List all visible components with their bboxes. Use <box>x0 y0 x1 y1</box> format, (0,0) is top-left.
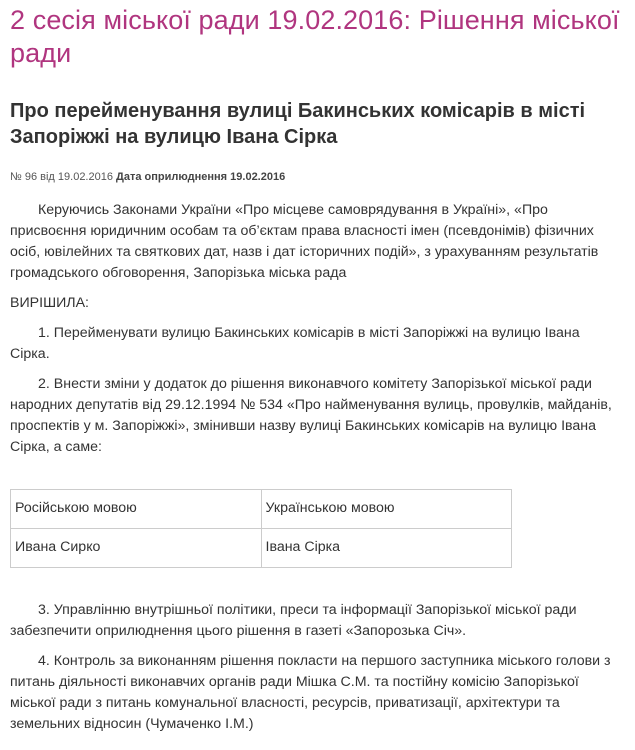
document-body <box>10 200 623 735</box>
section-title: 2 сесія міської ради 19.02.2016: Рішення міської ради <box>10 5 620 68</box>
document-meta <box>10 170 623 184</box>
street-names-table <box>10 489 512 568</box>
item-4-paragraph: 4. Контроль за виконанням рішення покласти на першого заступника міського голови з питань діяльності виконавчих органів ради Мішка С.М. та постійну комісію Запорізької міської ради з питань комунальної власності, ресурсів, приватизації, архітектури та земельних відносин (Чумаченко І.М.) <box>10 653 611 732</box>
table-cell-ukrainian-name: Івана Сірка <box>261 529 512 568</box>
table-cell-russian-name: Ивана Сирко <box>11 529 262 568</box>
decided-label: ВИРІШИЛА: <box>10 295 89 311</box>
table-row <box>11 490 512 529</box>
item-2-paragraph: 2. Внести зміни у додаток до рішення виконавчого комітету Запорізької міської ради народних депутатів від 29.12.1994 № 534 «Про найменування вулиць, провулків, майданів, проспектів у м. Запоріжжі», змінивши назву вулиці Бакинських комісарів на вулицю Івана Сірка, а саме: <box>10 376 612 455</box>
document-number: № 96 від 19.02.2016 <box>10 171 113 183</box>
published-date: 19.02.2016 <box>230 171 286 183</box>
item-3-paragraph: 3. Управлінню внутрішньої політики, преси та інформації Запорізької міської ради забезпечити оприлюднення цього рішення в газеті «Запорозька Січ». <box>10 602 577 639</box>
published-label: Дата оприлюднення <box>116 171 228 183</box>
preamble-paragraph: Керуючись Законами України «Про місцеве самоврядування в Україні», «Про присвоєння юридичним особам та об’єктам права власності імен (псевдонімів) фізичних осіб, ювілейних та святкових дат, назв і дат історичних подій», з урахуванням результатів громадського обговорення, Запорізька міська рада <box>10 202 599 281</box>
table-cell-ukrainian-header: Українською мовою <box>261 490 512 529</box>
table-row <box>11 529 512 568</box>
table-cell-russian-header: Російською мовою <box>11 490 262 529</box>
item-1-paragraph: 1. Перейменувати вулицю Бакинських комісарів в місті Запоріжжі на вулицю Івана Сірка. <box>10 325 580 362</box>
document-title: Про перейменування вулиці Бакинських комісарів в місті Запоріжжі на вулицю Івана Сірка <box>10 100 586 148</box>
